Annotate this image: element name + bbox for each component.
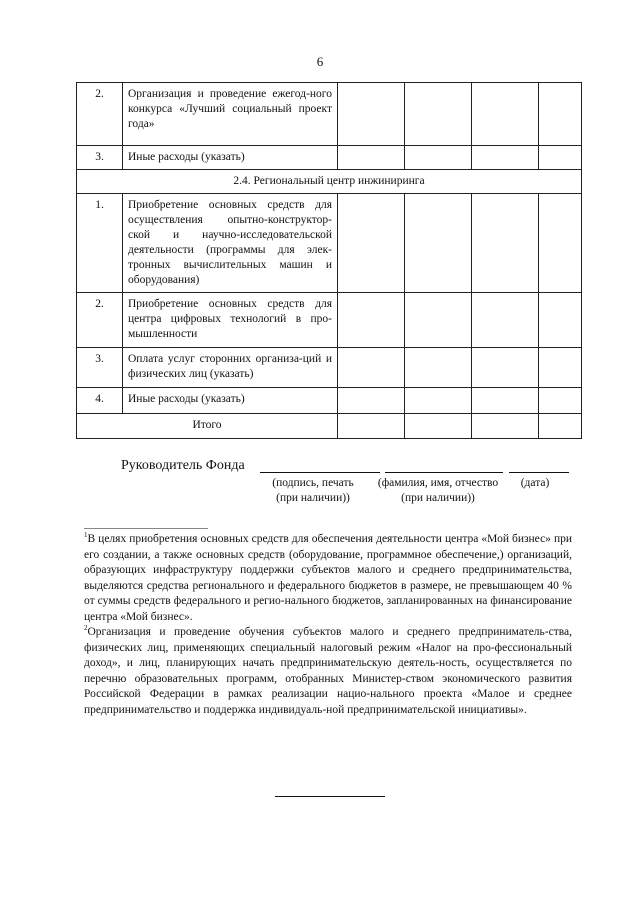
empty-cell (472, 194, 539, 293)
budget-table (76, 82, 582, 439)
empty-cell (405, 146, 472, 170)
row-description: Организация и проведение ежегод-ного конкурса «Лучший социальный проект года» (123, 83, 338, 146)
empty-cell (338, 388, 405, 414)
empty-cell (405, 194, 472, 293)
empty-cell (405, 388, 472, 414)
date-line (509, 472, 569, 473)
empty-cell (405, 414, 472, 439)
signature-label: Руководитель Фонда (121, 458, 245, 473)
footnote-separator (84, 528, 208, 529)
empty-cell (539, 146, 582, 170)
row-number: 3. (77, 348, 123, 388)
row-number: 1. (77, 194, 123, 293)
row-description: Иные расходы (указать) (123, 146, 338, 170)
table-row (77, 83, 582, 146)
empty-cell (338, 194, 405, 293)
footnote-mark: 2 (84, 624, 88, 632)
footnote-2: $^2$Организация и проведение обучения субъектов малого и среднего предприниматель-ства, физических лиц, применяющих специальный налоговый режим «Налог на про-фессиональный доход», и лиц, планирующих начать предпринимательскую деятель-ность, осуществляется по перечню образовательных программ, отобранных Министер-ством экономического развития Российской Федерации в рамках реализации нацио-нального проекта «Малое и среднее предпринимательство и поддержка индивидуаль-ной предпринимательской инициативы». (84, 624, 572, 716)
end-rule (275, 796, 385, 797)
footnote-1: $^1$В целях приобретения основных средств для обеспечения деятельности центра «Мой бизнес» при его создании, а также основных средств (оборудование, программное обеспечение,) организаций, образующих инфраструктуру поддержки субъектов малого и среднего предпринимательства, выделяются средства регионального и федерального бюджетов в размере, не превышающем 40 % от суммы средств федерального и регио-нального бюджетов, запланированных на финансирование центра «Мой бизнес». (84, 531, 572, 623)
empty-cell (539, 83, 582, 146)
name-caption: (фамилия, имя, отчество (при наличии)) (377, 477, 499, 504)
empty-cell (405, 293, 472, 348)
empty-cell (472, 83, 539, 146)
empty-cell (539, 414, 582, 439)
empty-cell (472, 293, 539, 348)
section-heading: 2.4. Региональный центр инжиниринга (77, 170, 582, 194)
section-row (77, 170, 582, 194)
table-row (77, 348, 582, 388)
table-row (77, 194, 582, 293)
row-description: Иные расходы (указать) (123, 388, 338, 414)
page-number: 6 (316, 54, 324, 69)
row-description: Приобретение основных средств для осуществления опытно-конструктор-ской и научно-исследовательской деятельности (программы для элек-тронных вычислительных машин и оборудования) (123, 194, 338, 293)
empty-cell (338, 414, 405, 439)
empty-cell (472, 414, 539, 439)
row-description: Приобретение основных средств для центра цифровых технологий в про-мышленности (123, 293, 338, 348)
empty-cell (472, 146, 539, 170)
footnote-mark: 1 (84, 531, 88, 539)
empty-cell (405, 348, 472, 388)
row-number: 4. (77, 388, 123, 414)
empty-cell (338, 293, 405, 348)
empty-cell (539, 348, 582, 388)
footnotes (84, 532, 572, 718)
row-number: 2. (77, 293, 123, 348)
empty-cell (539, 194, 582, 293)
total-row (77, 414, 582, 439)
total-label: Итого (77, 414, 338, 439)
signature-line (260, 472, 380, 473)
row-number: 2. (77, 83, 123, 146)
table-row (77, 146, 582, 170)
empty-cell (472, 388, 539, 414)
signature-caption: (подпись, печать (при наличии)) (272, 477, 354, 504)
table-row (77, 293, 582, 348)
empty-cell (405, 83, 472, 146)
date-caption: (дата) (520, 477, 550, 489)
empty-cell (472, 348, 539, 388)
row-description: Оплата услуг сторонних организа-ций и физических лиц (указать) (123, 348, 338, 388)
empty-cell (539, 293, 582, 348)
empty-cell (338, 83, 405, 146)
row-number: 3. (77, 146, 123, 170)
empty-cell (338, 348, 405, 388)
empty-cell (338, 146, 405, 170)
table-row (77, 388, 582, 414)
empty-cell (539, 388, 582, 414)
name-line (385, 472, 503, 473)
